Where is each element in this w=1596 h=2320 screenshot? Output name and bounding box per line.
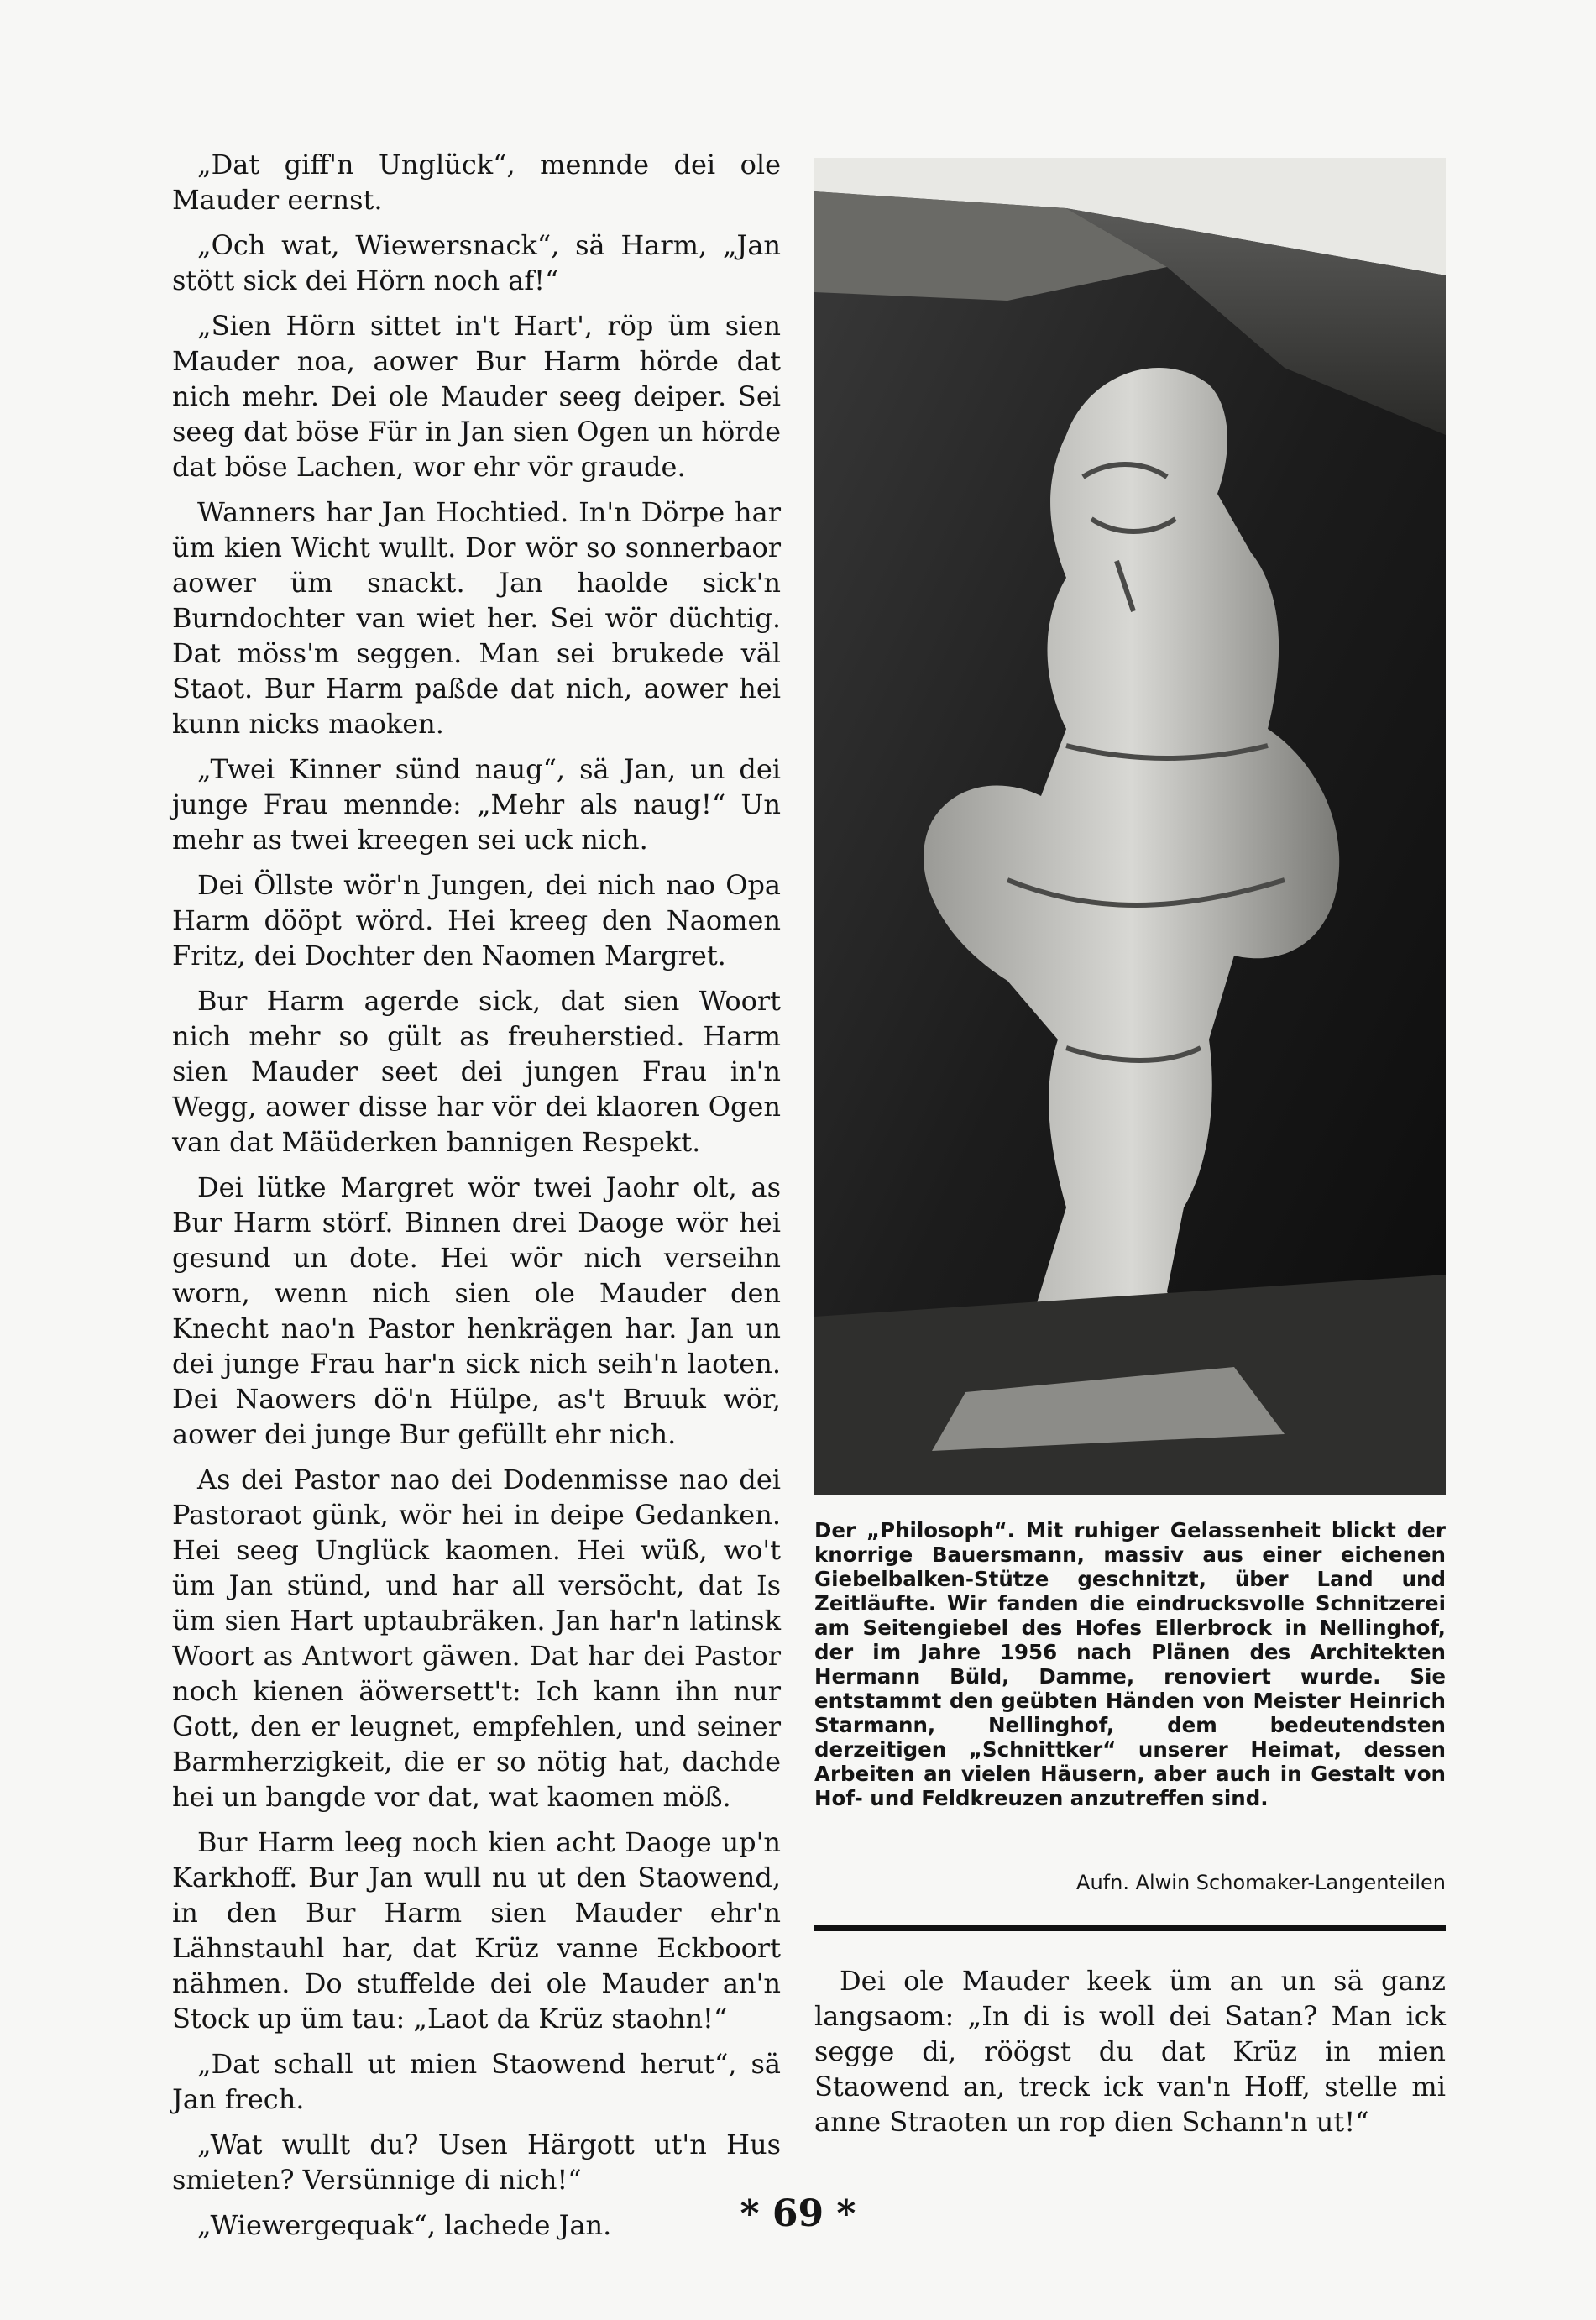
page-number: * 69 *	[740, 2192, 856, 2235]
paragraph: As dei Pastor nao dei Dodenmisse nao dei Pastoraot günk, wör hei in deipe Gedanken. Hei seeg Unglück kaomen. Hei wüß, wo't üm Jan stünd, und har all versöcht, dat Is üm sien Hart uptaubräken. Jan har'n latinsk Woort as Antwort gäwen. Dat har dei Pastor noch kienen äöwersett't: Ich kann ihn nur Gott, den er leugnet, empfehlen, und seiner Barmherzigkeit, die er so nötig hat, dachde hei un bangde vor dat, wat kaomen möß.	[172, 1464, 781, 1813]
wood-carving-photo	[814, 158, 1446, 1495]
paragraph: „Sien Hörn sittet in't Hart', röp üm sien Mauder noa, aower Bur Harm hörde dat nich mehr. Dei ole Mauder seeg deiper. Sei seeg dat böse Für in Jan sien Ogen un hörde dat böse Lachen, wor ehr vör graude.	[172, 310, 781, 483]
divider-rule	[814, 1925, 1446, 1931]
left-text-column	[172, 147, 781, 2253]
paragraph: „Wat wullt du? Usen Härgott ut'n Hus smieten? Versünnige di nich!“	[172, 2129, 781, 2196]
paragraph: Dei Öllste wör'n Jungen, dei nich nao Opa Harm dööpt wörd. Hei kreeg den Naomen Fritz, dei Dochter den Naomen Margret.	[172, 869, 781, 971]
paragraph: „Twei Kinner sünd naug“, sä Jan, un dei junge Frau mennde: „Mehr als naug!“ Un mehr as twei kreegen sei uck nich.	[172, 753, 781, 856]
paragraph: Dei lütke Margret wör twei Jaohr olt, as Bur Harm störf. Binnen drei Daoge wör hei gesund un dote. Hei wör nich verseihn worn, wenn nich sien ole Mauder den Knecht nao'n Pastor henkrägen har. Jan un dei junge Frau har'n sick nich seih'n laoten. Dei Naowers dö'n Hülpe, as't Bruuk wör, aower dei junge Bur gefüllt ehr nich.	[172, 1171, 781, 1450]
paragraph: „Och wat, Wiewersnack“, sä Harm, „Jan stött sick dei Hörn noch af!“	[172, 229, 781, 296]
paragraph: „Dat giff'n Unglück“, mennde dei ole Mauder eernst.	[172, 149, 781, 216]
carving-illustration	[814, 158, 1446, 1495]
paragraph: Bur Harm agerde sick, dat sien Woort nich mehr so gült as freuherstied. Harm sien Mauder seet dei jungen Frau in'n Wegg, aower disse har vör dei klaoren Ogen van dat Mäüderken bannigen Respekt.	[172, 985, 781, 1158]
right-text-column	[814, 1963, 1446, 2150]
paragraph: „Dat schall ut mien Staowend herut“, sä Jan frech.	[172, 2048, 781, 2115]
paragraph: Wanners har Jan Hochtied. In'n Dörpe har üm kien Wicht wullt. Dor wör so sonnerbaor aower üm snackt. Jan haolde sick'n Burndochter van wiet her. Sei wör düchtig. Dat möss'm seggen. Man sei brukede väl Staot. Bur Harm paßde dat nich, aower hei kunn nicks maoken.	[172, 496, 781, 740]
paragraph: Dei ole Mauder keek üm an un sä ganz langsaom: „In di is woll dei Satan? Man ick segge di, röögst du dat Krüz in mien Staowend an, treck ick van'n Hoff, stelle mi anne Straoten un rop dien Schann'n ut!“	[814, 1965, 1446, 2138]
paragraph: Bur Harm leeg noch kien acht Daoge up'n Karkhoff. Bur Jan wull nu ut den Staowend, in den Bur Harm sien Mauder ehr'n Lähnstauhl har, dat Krüz vanne Eckboort nähmen. Do stuffelde dei ole Mauder an'n Stock up üm tau: „Laot da Krüz staohn!“	[172, 1826, 781, 2035]
paragraph: „Wiewergequak“, lachede Jan.	[197, 2209, 612, 2241]
photo-caption: Der „Philosoph“. Mit ruhiger Gelassenheit blickt der knorrige Bauersmann, massiv aus einer eichenen Giebelbalken-Stütze geschnitzt, über Land und Zeitläufte. Wir fanden die eindrucksvolle Schnitzerei am Seitengiebel des Hofes Ellerbrock in Nellinghof, der im Jahre 1956 nach Plänen des Architekten Hermann Büld, Damme, renoviert wurde. Sie entstammt den geübten Händen von Meister Heinrich Starmann, Nellinghof, dem bedeutendsten derzeitigen „Schnittker“ unserer Heimat, dessen Arbeiten an vielen Häusern, aber auch in Gestalt von Hof- und Feldkreuzen anzutreffen sind.	[814, 1518, 1446, 1810]
photo-credit: Aufn. Alwin Schomaker-Langenteilen	[1076, 1871, 1446, 1894]
